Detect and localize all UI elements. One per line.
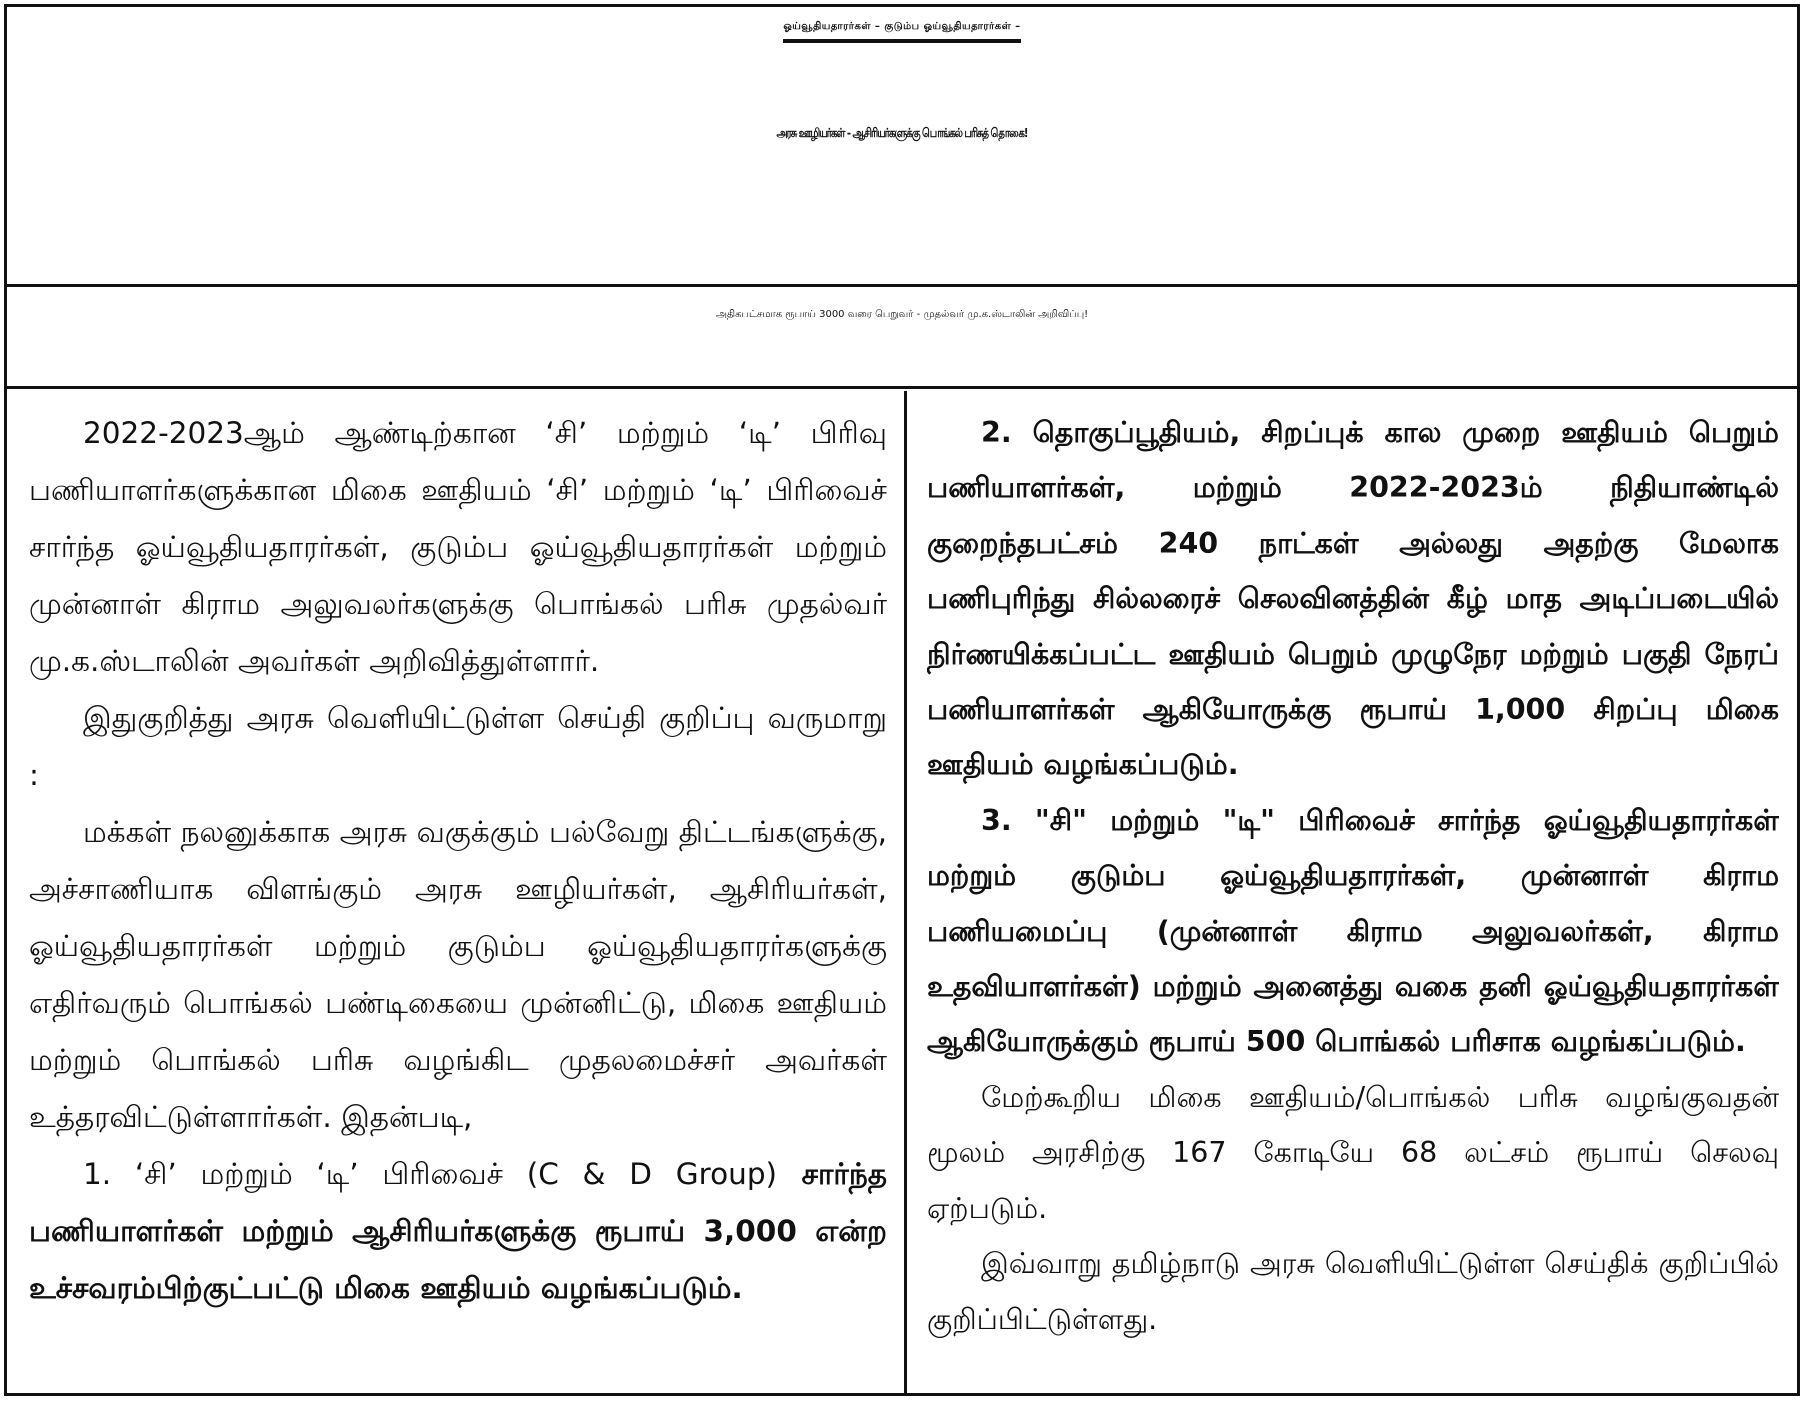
left-paragraph-3: மக்கள் நலனுக்காக அரசு வகுக்கும் பல்வேறு திட்டங்களுக்கு, அச்சாணியாக விளங்கும் அரசு ஊழியர்கள், ஆசிரியர்கள், ஓய்வூதியதாரர்கள் மற்றும் குடும்ப ஓய்வூதியதாரர்களுக்கு எதிர்வரும் பொங்கல் பண்டிகையை முன்னிட்டு, மிகை ஊதியம் மற்றும் பொங்கல் பரிசு வழங்கிட முதலமைச்சர் அவர்கள் உத்தரவிட்டுள்ளார்கள். இதன்படி, (29, 815, 887, 1134)
left-paragraph-4 (29, 1146, 887, 1317)
left-paragraph-2: இதுகுறித்து அரசு வெளியிட்டுள்ள செய்தி குறிப்பு வருமாறு : (29, 701, 887, 792)
left-paragraph-1: 2022-2023ஆம் ஆண்டிற்கான ‘சி’ மற்றும் ‘டி’ பிரிவு பணியாளர்களுக்கான மிகை ஊதியம் ‘சி’ மற்றும் ‘டி’ பிரிவைச் சார்ந்த ஓய்வூதியதாரர்கள், குடும்ப ஓய்வூதியதாரர்கள் மற்றும் முன்னாள் கிராம அலுவலர்களுக்கு பொங்கல் பரிசு முதல்வர் மு.க.ஸ்டாலின் அவர்கள் அறிவித்துள்ளார். (29, 416, 887, 678)
column-divider (904, 391, 907, 1393)
news-clipping (4, 4, 1800, 1396)
left-column (29, 405, 887, 1383)
right-paragraph-2: 3. "சி" மற்றும் "டி" பிரிவைச் சார்ந்த ஓய்வூதியதாரர்கள் மற்றும் குடும்ப ஓய்வூதியதாரர்கள், முன்னாள் கிராம பணியமைப்பு (முன்னாள் கிராம அலுவலர்கள், கிராம உதவியாளர்கள்) மற்றும் அனைத்து வகை தனி ஓய்வூதியதாரர்கள் ஆகியோருக்கும் ரூபாய் 500 பொங்கல் பரிசாக வழங்கப்படும். (927, 803, 1779, 1059)
left-paragraph-4-bold: சார்ந்த பணியாளர்கள் மற்றும் ஆசிரியர்களுக்கு ரூபாய் 3,000 என்ற உச்சவரம்பிற்குட்பட்டு மிகை ஊதியம் வழங்கப்படும். (29, 1157, 887, 1305)
subheadline: அதிகபட்சமாக ரூபாய் 3000 வரை பெறுவர் - முதல்வர் மு.க.ஸ்டாலின் அறிவிப்பு! (715, 309, 1089, 320)
headline-section (7, 7, 1797, 287)
subheadline-section (7, 287, 1797, 389)
right-column (927, 405, 1779, 1383)
left-paragraph-4-lead: 1. ‘சி’ மற்றும் ‘டி’ பிரிவைச் (C & D Group) (83, 1157, 778, 1191)
right-paragraph-1: 2. தொகுப்பூதியம், சிறப்புக் கால முறை ஊதியம் பெறும் பணியாளர்கள், மற்றும் 2022-2023ம் நிதியாண்டில் குறைந்தபட்சம் 240 நாட்கள் அல்லது அதற்கு மேலாக பணிபுரிந்து சில்லரைச் செலவினத்தின் கீழ் மாத அடிப்படையில் நிர்ணயிக்கப்பட்ட ஊதியம் பெறும் முழுநேர மற்றும் பகுதி நேரப் பணியாளர்கள் ஆகியோருக்கு ரூபாய் 1,000 சிறப்பு மிகை ஊதியம் வழங்கப்படும். (927, 416, 1779, 782)
kicker-line (7, 21, 1797, 43)
right-paragraph-4: இவ்வாறு தமிழ்நாடு அரசு வெளியிட்டுள்ள செய்திக் குறிப்பில் குறிப்பிட்டுள்ளது. (927, 1247, 1779, 1336)
kicker-text: ஓய்வூதியதாரர்கள் – குடும்ப ஓய்வூதியதாரர்கள் – (783, 21, 1020, 43)
headline: அரசு ஊழியர்கள் - ஆசிரியர்களுக்கு பொங்கல் பரிசுத் தொகை! (776, 127, 1028, 141)
right-paragraph-3: மேற்கூறிய மிகை ஊதியம்/பொங்கல் பரிசு வழங்குவதன் மூலம் அரசிற்கு 167 கோடியே 68 லட்சம் ரூபாய் செலவு ஏற்படும். (927, 1080, 1779, 1225)
